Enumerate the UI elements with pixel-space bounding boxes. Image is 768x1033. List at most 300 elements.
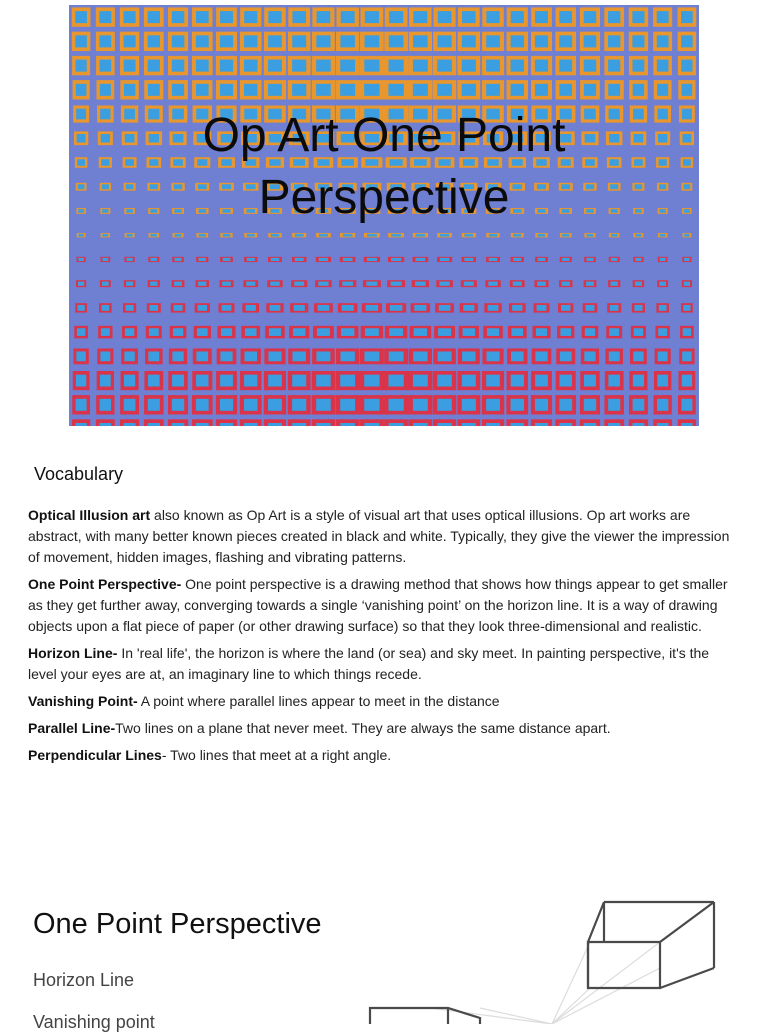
op-art-tile-center: [149, 328, 159, 336]
op-art-tile-center: [535, 11, 548, 23]
op-art-tile-center: [101, 328, 110, 336]
vocab-item-one-point-perspective: [28, 574, 740, 637]
op-art-tile-center: [511, 84, 524, 96]
op-art-tile-center: [268, 11, 281, 23]
op-art-tile-center: [464, 234, 473, 237]
op-art-tile-center: [681, 399, 692, 411]
op-art-tile-center: [681, 35, 692, 47]
op-art-tile-center: [150, 258, 157, 261]
op-art-tile-center: [292, 399, 306, 411]
op-art-tile-center: [174, 305, 183, 311]
op-art-tile-center: [126, 281, 133, 285]
vocab-definition: - Two lines that meet at a right angle.: [161, 747, 392, 763]
op-art-tile-center: [172, 423, 185, 426]
op-art-tile-center: [633, 84, 644, 96]
op-art-tile-center: [486, 11, 499, 23]
op-art-tile-center: [462, 399, 476, 411]
op-art-tile-center: [464, 258, 473, 261]
op-art-tile-center: [222, 305, 232, 311]
op-art-tile-center: [223, 258, 231, 261]
op-art-tile-center: [340, 375, 355, 387]
op-art-tile-center: [559, 11, 572, 23]
op-art-tile-center: [488, 281, 498, 285]
op-art-tile-center: [437, 60, 452, 72]
op-art-tile-center: [247, 234, 255, 237]
op-art-tile-center: [199, 234, 206, 237]
op-art-tile-center: [608, 375, 620, 387]
op-art-tile-center: [268, 375, 282, 387]
op-art-tile-center: [148, 423, 160, 426]
op-art-tile-center: [220, 399, 233, 411]
op-art-tile-center: [535, 375, 548, 387]
op-art-tile-center: [560, 375, 572, 387]
op-art-tile-center: [342, 305, 354, 311]
op-art-tile-center: [245, 328, 257, 336]
op-art-tile-center: [294, 281, 304, 285]
op-art-tile-center: [413, 60, 428, 72]
op-art-tile-center: [268, 35, 282, 47]
op-art-tile-center: [634, 328, 643, 336]
op-art-tile-center: [268, 351, 281, 361]
op-art-tile-center: [535, 35, 548, 47]
op-art-tile-center: [611, 258, 618, 261]
op-art-tile-center: [560, 328, 571, 336]
op-art-tile-center: [220, 423, 233, 426]
op-art-tile-center: [100, 60, 112, 72]
op-art-tile-center: [246, 305, 256, 311]
op-art-tile-center: [269, 328, 281, 336]
section-title-one-point-perspective: One Point Perspective: [33, 908, 322, 940]
vocab-term: Optical Illusion art: [28, 507, 151, 523]
vocab-definition: In 'real life', the horizon is where the land (or sea) and sky meet. In painting perspective, it's the level your eyes are at, an imaginary line to which things recede.: [28, 645, 710, 682]
vocab-definition: A point where parallel lines appear to meet in the distance: [137, 693, 500, 709]
op-art-tile-center: [343, 258, 353, 261]
op-art-tile-center: [681, 60, 692, 72]
op-art-tile-center: [197, 328, 208, 336]
op-art-tile-center: [196, 60, 209, 72]
op-art-tile-center: [390, 305, 403, 311]
op-art-tile-center: [657, 35, 669, 47]
op-art-tile-center: [635, 234, 641, 237]
op-art-tile-center: [76, 399, 87, 411]
op-art-tile-center: [126, 258, 132, 261]
vocab-term: Vanishing Point-: [28, 693, 138, 709]
op-art-tile-center: [440, 234, 449, 237]
op-art-tile-center: [151, 234, 158, 237]
op-art-tile-center: [244, 423, 257, 426]
op-art-tile-center: [487, 328, 499, 336]
op-art-tile-center: [439, 281, 449, 285]
op-art-tile-center: [658, 351, 668, 361]
op-art-tile-center: [586, 281, 594, 285]
op-art-tile-center: [584, 375, 596, 387]
op-art-tile-center: [196, 423, 209, 426]
op-art-tile-center: [100, 399, 111, 411]
op-art-tile-center: [633, 60, 645, 72]
op-art-tile-center: [511, 351, 524, 361]
op-art-tile-center: [76, 84, 87, 96]
op-art-tile-center: [78, 258, 84, 261]
op-art-tile-center: [463, 305, 474, 311]
op-art-tile-center: [608, 84, 620, 96]
op-art-tile-center: [416, 234, 425, 237]
op-art-tile-center: [100, 375, 111, 387]
op-art-tile-center: [196, 399, 209, 411]
hero-title-line2: Perspective: [258, 171, 510, 224]
op-art-tile-center: [389, 11, 403, 23]
op-art-tile-center: [221, 328, 232, 336]
op-art-tile-center: [462, 84, 476, 96]
op-art-tile-center: [681, 423, 692, 426]
op-art-tile-center: [316, 84, 331, 96]
op-art-tile-center: [271, 258, 280, 261]
op-art-tile-center: [608, 423, 620, 426]
op-art-tile-center: [586, 234, 593, 237]
op-art-tile-center: [632, 11, 644, 23]
cube-upper-right: [588, 902, 714, 988]
vocab-item-parallel-line: [28, 718, 740, 739]
op-art-tile-center: [535, 60, 548, 72]
op-art-tile-center: [198, 281, 206, 285]
op-art-tile-center: [413, 351, 427, 361]
op-art-tile-center: [463, 328, 476, 336]
op-art-tile-center: [222, 281, 231, 285]
op-art-tile-center: [148, 11, 160, 23]
op-art-tile-center: [316, 399, 331, 411]
op-art-tile-center: [538, 258, 546, 261]
op-art-tile-center: [462, 351, 476, 361]
op-art-tile-center: [389, 328, 403, 336]
op-art-tile-center: [486, 375, 500, 387]
op-art-tile-center: [489, 234, 497, 237]
op-art-tile-center: [437, 35, 451, 47]
op-art-tile-center: [512, 305, 522, 311]
op-art-tile-center: [148, 84, 160, 96]
op-art-tile-center: [561, 305, 570, 311]
op-art-tile-center: [246, 281, 255, 285]
op-art-tile-center: [316, 60, 331, 72]
op-art-tile-center: [683, 305, 690, 311]
op-art-tile-center: [538, 234, 546, 237]
op-art-tile-center: [388, 399, 403, 411]
vocab-term: Parallel Line-: [28, 720, 116, 736]
op-art-tile-center: [585, 305, 594, 311]
label-vanishing-point: Vanishing point: [33, 1012, 155, 1032]
op-art-tile-center: [341, 328, 354, 336]
op-art-tile-center: [535, 84, 548, 96]
op-art-tile-center: [608, 399, 620, 411]
op-art-tile-center: [682, 84, 693, 96]
op-art-tile-center: [513, 258, 521, 261]
op-art-tile-center: [560, 351, 572, 361]
op-art-tile-center: [511, 375, 524, 387]
vocab-definition: Two lines on a plane that never meet. They are always the same distance apart.: [115, 720, 611, 736]
op-art-tile-center: [124, 423, 136, 426]
op-art-tile-center: [172, 11, 184, 23]
op-art-tile-center: [199, 258, 206, 261]
op-art-tile-center: [659, 281, 666, 285]
op-art-tile-center: [608, 35, 620, 47]
op-art-tile-center: [172, 84, 184, 96]
op-art-tile-center: [657, 60, 669, 72]
op-art-tile-center: [584, 423, 597, 426]
op-art-tile-center: [389, 423, 404, 426]
op-art-tile-center: [75, 423, 86, 426]
op-art-tile-center: [682, 375, 692, 387]
op-art-tile-center: [632, 35, 644, 47]
op-art-tile-center: [562, 258, 569, 261]
op-art-tile-center: [660, 234, 666, 237]
op-art-tile-center: [437, 84, 452, 96]
op-art-tile-center: [78, 281, 84, 285]
op-art-tile-center: [292, 423, 306, 426]
op-art-tile-center: [462, 60, 476, 72]
op-art-tile-center: [413, 375, 428, 387]
op-art-tile-center: [511, 423, 524, 426]
op-art-tile-center: [174, 281, 182, 285]
op-art-tile-center: [635, 281, 642, 285]
op-art-tile-center: [220, 84, 233, 96]
op-art-tile-center: [367, 258, 377, 261]
op-art-tile-center: [608, 11, 620, 23]
op-art-tile-center: [584, 351, 595, 361]
op-art-tile-center: [633, 375, 644, 387]
op-art-tile-center: [271, 234, 279, 237]
op-art-tile-center: [683, 328, 691, 336]
perspective-guide-lines: [430, 942, 660, 1024]
op-art-tile-center: [415, 258, 425, 261]
op-art-tile-center: [75, 35, 86, 47]
op-art-tile-center: [76, 375, 86, 387]
op-art-tile-center: [295, 234, 304, 237]
op-art-tile-center: [413, 11, 427, 23]
op-art-tile-center: [196, 351, 208, 361]
op-art-tile-center: [77, 305, 84, 311]
op-art-tile-center: [293, 328, 306, 336]
op-art-tile-center: [633, 399, 645, 411]
op-art-tile-center: [172, 351, 183, 361]
op-art-tile-center: [172, 375, 184, 387]
op-art-tile-center: [559, 35, 572, 47]
vocab-item-horizon-line: [28, 643, 740, 685]
op-art-tile-center: [584, 35, 597, 47]
op-art-tile-center: [438, 351, 452, 361]
op-art-tile-center: [340, 423, 355, 426]
op-art-tile-center: [124, 35, 136, 47]
op-art-tile-center: [364, 351, 379, 361]
vocabulary-list: [28, 505, 740, 772]
op-art-tile-center: [513, 281, 522, 285]
op-art-tile-center: [364, 60, 379, 72]
op-art-tile-center: [389, 35, 404, 47]
op-art-tile-center: [148, 351, 159, 361]
op-art-tile-center: [462, 35, 476, 47]
op-art-tile-center: [220, 60, 233, 72]
op-art-tile-center: [244, 35, 257, 47]
label-horizon-line: Horizon Line: [33, 970, 135, 990]
op-art-tile-center: [244, 399, 258, 411]
op-art-tile-center: [244, 11, 257, 23]
op-art-tile-center: [364, 423, 379, 426]
op-art-tile-center: [244, 84, 257, 96]
op-art-tile-center: [316, 375, 331, 387]
op-art-tile-center: [294, 305, 305, 311]
op-art-tile-center: [364, 375, 379, 387]
op-art-tile-center: [486, 60, 500, 72]
op-art-tile-center: [657, 11, 669, 23]
op-art-tile-center: [413, 84, 428, 96]
op-art-tile-center: [486, 423, 500, 426]
op-art-tile-center: [657, 84, 668, 96]
op-art-tile-center: [99, 35, 111, 47]
op-art-tile-center: [124, 351, 134, 361]
op-art-tile-center: [440, 258, 449, 261]
op-art-tile-center: [462, 423, 476, 426]
op-art-tile-center: [437, 399, 452, 411]
op-art-tile-center: [438, 328, 451, 336]
op-art-tile-center: [198, 305, 207, 311]
op-art-tile-center: [684, 281, 690, 285]
op-art-tile-center: [292, 60, 306, 72]
op-art-tile-center: [414, 305, 426, 311]
op-art-tile-center: [364, 84, 379, 96]
op-art-tile-center: [366, 305, 379, 311]
op-art-tile-center: [585, 328, 595, 336]
op-art-tile-center: [486, 399, 500, 411]
op-art-tile-center: [341, 11, 355, 23]
op-art-tile-center: [76, 60, 87, 72]
op-art-tile-center: [102, 258, 108, 261]
op-art-tile-center: [684, 258, 690, 261]
op-art-tile-center: [437, 375, 452, 387]
op-art-tile-center: [100, 351, 110, 361]
op-art-tile-center: [100, 84, 111, 96]
op-art-tile-center: [220, 375, 233, 387]
op-art-tile-center: [365, 328, 379, 336]
op-art-tile-center: [608, 60, 620, 72]
op-art-tile-center: [292, 375, 306, 387]
op-art-tile-center: [365, 35, 380, 47]
op-art-tile-center: [196, 84, 209, 96]
op-art-tile-center: [413, 35, 427, 47]
op-art-tile-center: [244, 351, 257, 361]
op-art-tile-center: [486, 35, 500, 47]
op-art-tile-center: [126, 234, 132, 237]
op-art-tile-center: [536, 328, 547, 336]
op-art-tile-center: [388, 375, 403, 387]
op-art-tile-center: [535, 351, 547, 361]
op-art-tile-center: [125, 328, 134, 336]
op-art-tile-center: [102, 281, 109, 285]
op-art-tile-center: [319, 258, 328, 261]
op-art-tile-center: [415, 281, 426, 285]
op-art-tile-center: [292, 35, 306, 47]
op-art-tile-center: [220, 35, 233, 47]
op-art-tile-center: [513, 234, 521, 237]
op-art-tile-center: [124, 84, 135, 96]
op-art-tile-center: [489, 258, 498, 261]
op-art-tile-center: [414, 328, 427, 336]
op-art-tile-center: [462, 375, 476, 387]
op-art-tile-center: [175, 234, 182, 237]
op-art-tile-center: [437, 423, 451, 426]
op-art-tile-center: [632, 423, 644, 426]
op-art-tile-center: [78, 234, 83, 237]
op-art-tile-center: [657, 375, 668, 387]
op-art-tile-center: [318, 281, 328, 285]
op-art-tile-center: [220, 351, 232, 361]
op-art-tile-center: [366, 281, 377, 285]
op-art-tile-center: [413, 423, 428, 426]
op-art-tile-center: [268, 399, 282, 411]
op-art-tile-center: [486, 84, 500, 96]
op-art-tile-center: [268, 84, 282, 96]
op-art-tile-center: [75, 11, 87, 23]
op-art-tile-center: [174, 258, 181, 261]
vocabulary-heading: Vocabulary: [34, 464, 124, 484]
op-art-tile-center: [292, 11, 306, 23]
op-art-tile-center: [633, 351, 643, 361]
op-art-tile-center: [196, 11, 209, 23]
op-art-tile-center: [511, 60, 525, 72]
hero-title: [69, 105, 699, 229]
op-art-tile-center: [559, 423, 572, 426]
op-art-tile-center: [537, 281, 546, 285]
op-art-tile-center: [684, 234, 689, 237]
op-art-tile-center: [340, 84, 355, 96]
vocab-term: Horizon Line-: [28, 645, 118, 661]
op-art-tile-center: [657, 423, 669, 426]
op-art-tile-center: [268, 60, 282, 72]
op-art-tile-center: [148, 375, 160, 387]
op-art-tile-center: [244, 60, 258, 72]
vocab-term: One Point Perspective-: [28, 576, 182, 592]
op-art-tile-center: [317, 11, 331, 23]
op-art-tile-center: [270, 305, 281, 311]
op-art-tile-center: [102, 234, 108, 237]
op-art-tile-center: [658, 328, 667, 336]
op-art-tile-center: [196, 375, 208, 387]
op-art-tile-center: [584, 399, 596, 411]
op-art-tile-center: [367, 234, 377, 237]
hero-title-line1: Op Art One Point: [202, 109, 566, 162]
op-art-tile-center: [295, 258, 304, 261]
op-art-tile-center: [124, 375, 135, 387]
op-art-tile-center: [681, 11, 693, 23]
op-art-tile-center: [511, 35, 524, 47]
op-art-tile-center: [223, 234, 231, 237]
vocab-item-vanishing-point: [28, 691, 740, 712]
op-art-tile-center: [609, 351, 620, 361]
op-art-tile-center: [316, 423, 330, 426]
op-art-tile-center: [292, 84, 306, 96]
op-art-tile-center: [462, 11, 476, 23]
vocab-definition: One point perspective is a drawing method that shows how things appear to get smaller as they get further away, converging towards a single ‘vanishing point’ on the horizon line. It is a way of drawing objects upon a flat piece of paper (or other drawing surface) so that they look three-dimensional and realistic.: [28, 576, 728, 634]
op-art-tile-center: [125, 305, 133, 311]
op-art-tile-center: [511, 328, 523, 336]
vocab-item-perpendicular-lines: [28, 745, 740, 766]
op-art-tile-center: [535, 423, 548, 426]
op-art-tile-center: [244, 375, 257, 387]
op-art-tile-center: [172, 35, 185, 47]
op-art-tile-center: [488, 305, 499, 311]
op-art-tile-center: [172, 399, 184, 411]
op-art-tile-center: [389, 351, 404, 361]
op-art-tile-center: [316, 35, 330, 47]
op-art-tile-center: [148, 60, 160, 72]
op-art-tile-center: [270, 281, 280, 285]
op-art-tile-center: [438, 11, 452, 23]
